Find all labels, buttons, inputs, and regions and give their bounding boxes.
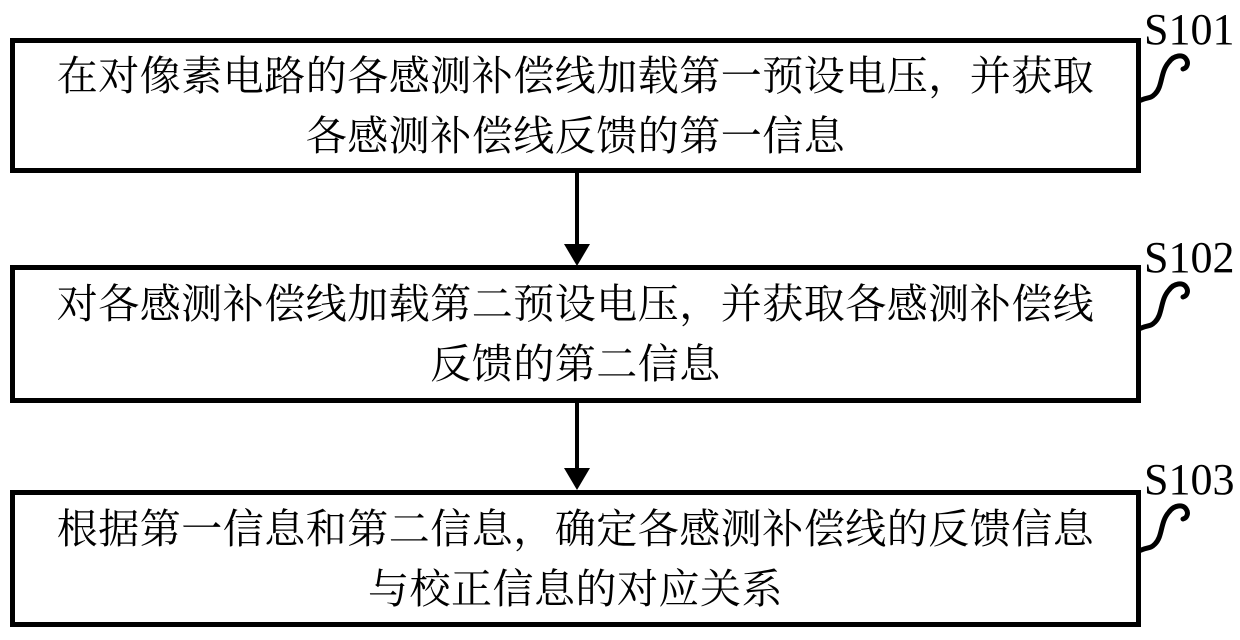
step-label-s101: S101 — [1144, 5, 1235, 54]
step-text-line: 在对像素电路的各感测补偿线加载第一预设电压，并获取 — [56, 52, 1095, 99]
flow-arrow-head-1 — [564, 244, 590, 266]
step-text-line: 对各感测补偿线加载第二预设电压，并获取各感测补偿线 — [56, 281, 1095, 327]
lead-line-squiggle-s101 — [1136, 50, 1200, 108]
flow-arrow-shaft-2 — [575, 403, 579, 470]
step-label-s103: S103 — [1144, 455, 1235, 504]
lead-line-squiggle-s102 — [1136, 278, 1200, 336]
step-text-line: 根据第一信息和第二信息，确定各感测补偿线的反馈信息 — [56, 505, 1095, 552]
step-label-s102: S102 — [1144, 233, 1235, 282]
step-text-line: 各感测补偿线反馈的第一信息 — [305, 112, 846, 159]
flow-arrow-head-2 — [564, 468, 590, 490]
step-text-line: 与校正信息的对应关系 — [368, 565, 783, 612]
step-text-line: 反馈的第二信息 — [430, 341, 721, 387]
flow-arrow-shaft-1 — [575, 172, 579, 246]
lead-line-squiggle-s103 — [1136, 500, 1200, 558]
step-box-s102 — [10, 265, 1141, 403]
step-box-s101 — [10, 38, 1141, 173]
step-box-s103 — [10, 490, 1141, 627]
